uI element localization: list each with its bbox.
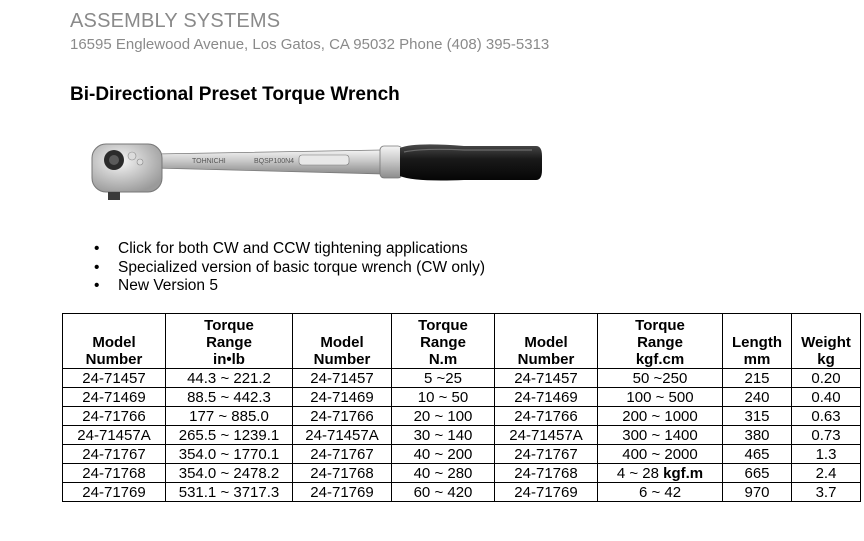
model-number-cell: 24-71457A: [293, 426, 392, 445]
torque-range-cell: 60 ~ 420: [392, 483, 495, 502]
length-cell: 240: [723, 388, 792, 407]
torque-range-cell: 30 ~ 140: [392, 426, 495, 445]
feature-item: • Click for both CW and CCW tightening applications: [94, 240, 485, 259]
feature-item: • New Version 5: [94, 277, 485, 296]
length-cell: 380: [723, 426, 792, 445]
weight-cell: 0.40: [792, 388, 861, 407]
model-number-cell: 24-71768: [63, 464, 166, 483]
model-number-cell: 24-71768: [495, 464, 598, 483]
weight-cell: 0.20: [792, 369, 861, 388]
wrench-brand-text: TOHNICHI: [192, 158, 226, 165]
torque-range-cell: 354.0 ~ 1770.1: [166, 445, 293, 464]
weight-cell: 3.7: [792, 483, 861, 502]
header-weight: Weight kg: [792, 314, 861, 369]
torque-range-cell: 50 ~250: [598, 369, 723, 388]
model-number-cell: 24-71457: [495, 369, 598, 388]
weight-cell: 1.3: [792, 445, 861, 464]
model-number-cell: 24-71469: [293, 388, 392, 407]
torque-wrench-image: [84, 138, 544, 206]
table-row: [63, 426, 861, 445]
weight-cell: 0.73: [792, 426, 861, 445]
model-number-cell: 24-71767: [495, 445, 598, 464]
model-number-cell: 24-71767: [63, 445, 166, 464]
length-cell: 465: [723, 445, 792, 464]
model-number-cell: 24-71469: [495, 388, 598, 407]
header-torque-range-inlb: Torque Range in•lb: [166, 314, 293, 369]
model-number-cell: 24-71769: [63, 483, 166, 502]
table-row: [63, 445, 861, 464]
header-model-number-3: Model Number: [495, 314, 598, 369]
table-row: [63, 388, 861, 407]
header-model-number-2: Model Number: [293, 314, 392, 369]
product-title: Bi-Directional Preset Torque Wrench: [70, 84, 400, 105]
model-number-cell: 24-71769: [495, 483, 598, 502]
table-header-row: [63, 314, 861, 369]
torque-range-cell: 5 ~25: [392, 369, 495, 388]
torque-range-cell: 177 ~ 885.0: [166, 407, 293, 426]
table-row: [63, 483, 861, 502]
torque-range-cell: 20 ~ 100: [392, 407, 495, 426]
header-length: Length mm: [723, 314, 792, 369]
torque-range-value: 4 ~ 28: [616, 464, 664, 482]
header-model-number-1: Model Number: [63, 314, 166, 369]
torque-range-cell: 265.5 ~ 1239.1: [166, 426, 293, 445]
model-number-cell: 24-71469: [63, 388, 166, 407]
length-cell: 665: [723, 464, 792, 483]
torque-range-cell: 531.1 ~ 3717.3: [166, 483, 293, 502]
specification-table: [62, 313, 861, 502]
length-cell: 215: [723, 369, 792, 388]
model-number-cell: 24-71457A: [495, 426, 598, 445]
torque-range-cell: 40 ~ 280: [392, 464, 495, 483]
torque-range-cell: 300 ~ 1400: [598, 426, 723, 445]
header-torque-range-nm: Torque Range N.m: [392, 314, 495, 369]
torque-range-cell: 88.5 ~ 442.3: [166, 388, 293, 407]
model-number-cell: 24-71769: [293, 483, 392, 502]
weight-cell: 0.63: [792, 407, 861, 426]
model-number-cell: 24-71768: [293, 464, 392, 483]
torque-range-cell: 100 ~ 500: [598, 388, 723, 407]
model-number-cell: 24-71457: [293, 369, 392, 388]
torque-unit-kgfm: kgf.m: [663, 464, 704, 482]
feature-list: [94, 240, 485, 296]
torque-range-cell: [598, 464, 723, 483]
torque-range-cell: 200 ~ 1000: [598, 407, 723, 426]
model-number-cell: 24-71766: [293, 407, 392, 426]
wrench-model-text: BQSP100N4: [254, 158, 295, 165]
company-address: 16595 Englewood Avenue, Los Gatos, CA 95032 Phone (408) 395-5313: [70, 36, 550, 53]
torque-range-cell: 10 ~ 50: [392, 388, 495, 407]
company-name: ASSEMBLY SYSTEMS: [70, 10, 281, 32]
model-number-cell: 24-71457A: [63, 426, 166, 445]
length-cell: 970: [723, 483, 792, 502]
weight-cell: 2.4: [792, 464, 861, 483]
feature-item: • Specialized version of basic torque wrench (CW only): [94, 259, 485, 278]
model-number-cell: 24-71766: [495, 407, 598, 426]
torque-range-cell: 400 ~ 2000: [598, 445, 723, 464]
model-number-cell: 24-71766: [63, 407, 166, 426]
header-torque-range-kgfcm: Torque Range kgf.cm: [598, 314, 723, 369]
table-row: [63, 369, 861, 388]
table-row: [63, 407, 861, 426]
torque-range-cell: 6 ~ 42: [598, 483, 723, 502]
table-row: [63, 464, 861, 483]
model-number-cell: 24-71457: [63, 369, 166, 388]
model-number-cell: 24-71767: [293, 445, 392, 464]
torque-range-cell: 44.3 ~ 221.2: [166, 369, 293, 388]
torque-range-cell: 40 ~ 200: [392, 445, 495, 464]
torque-range-cell: 354.0 ~ 2478.2: [166, 464, 293, 483]
length-cell: 315: [723, 407, 792, 426]
